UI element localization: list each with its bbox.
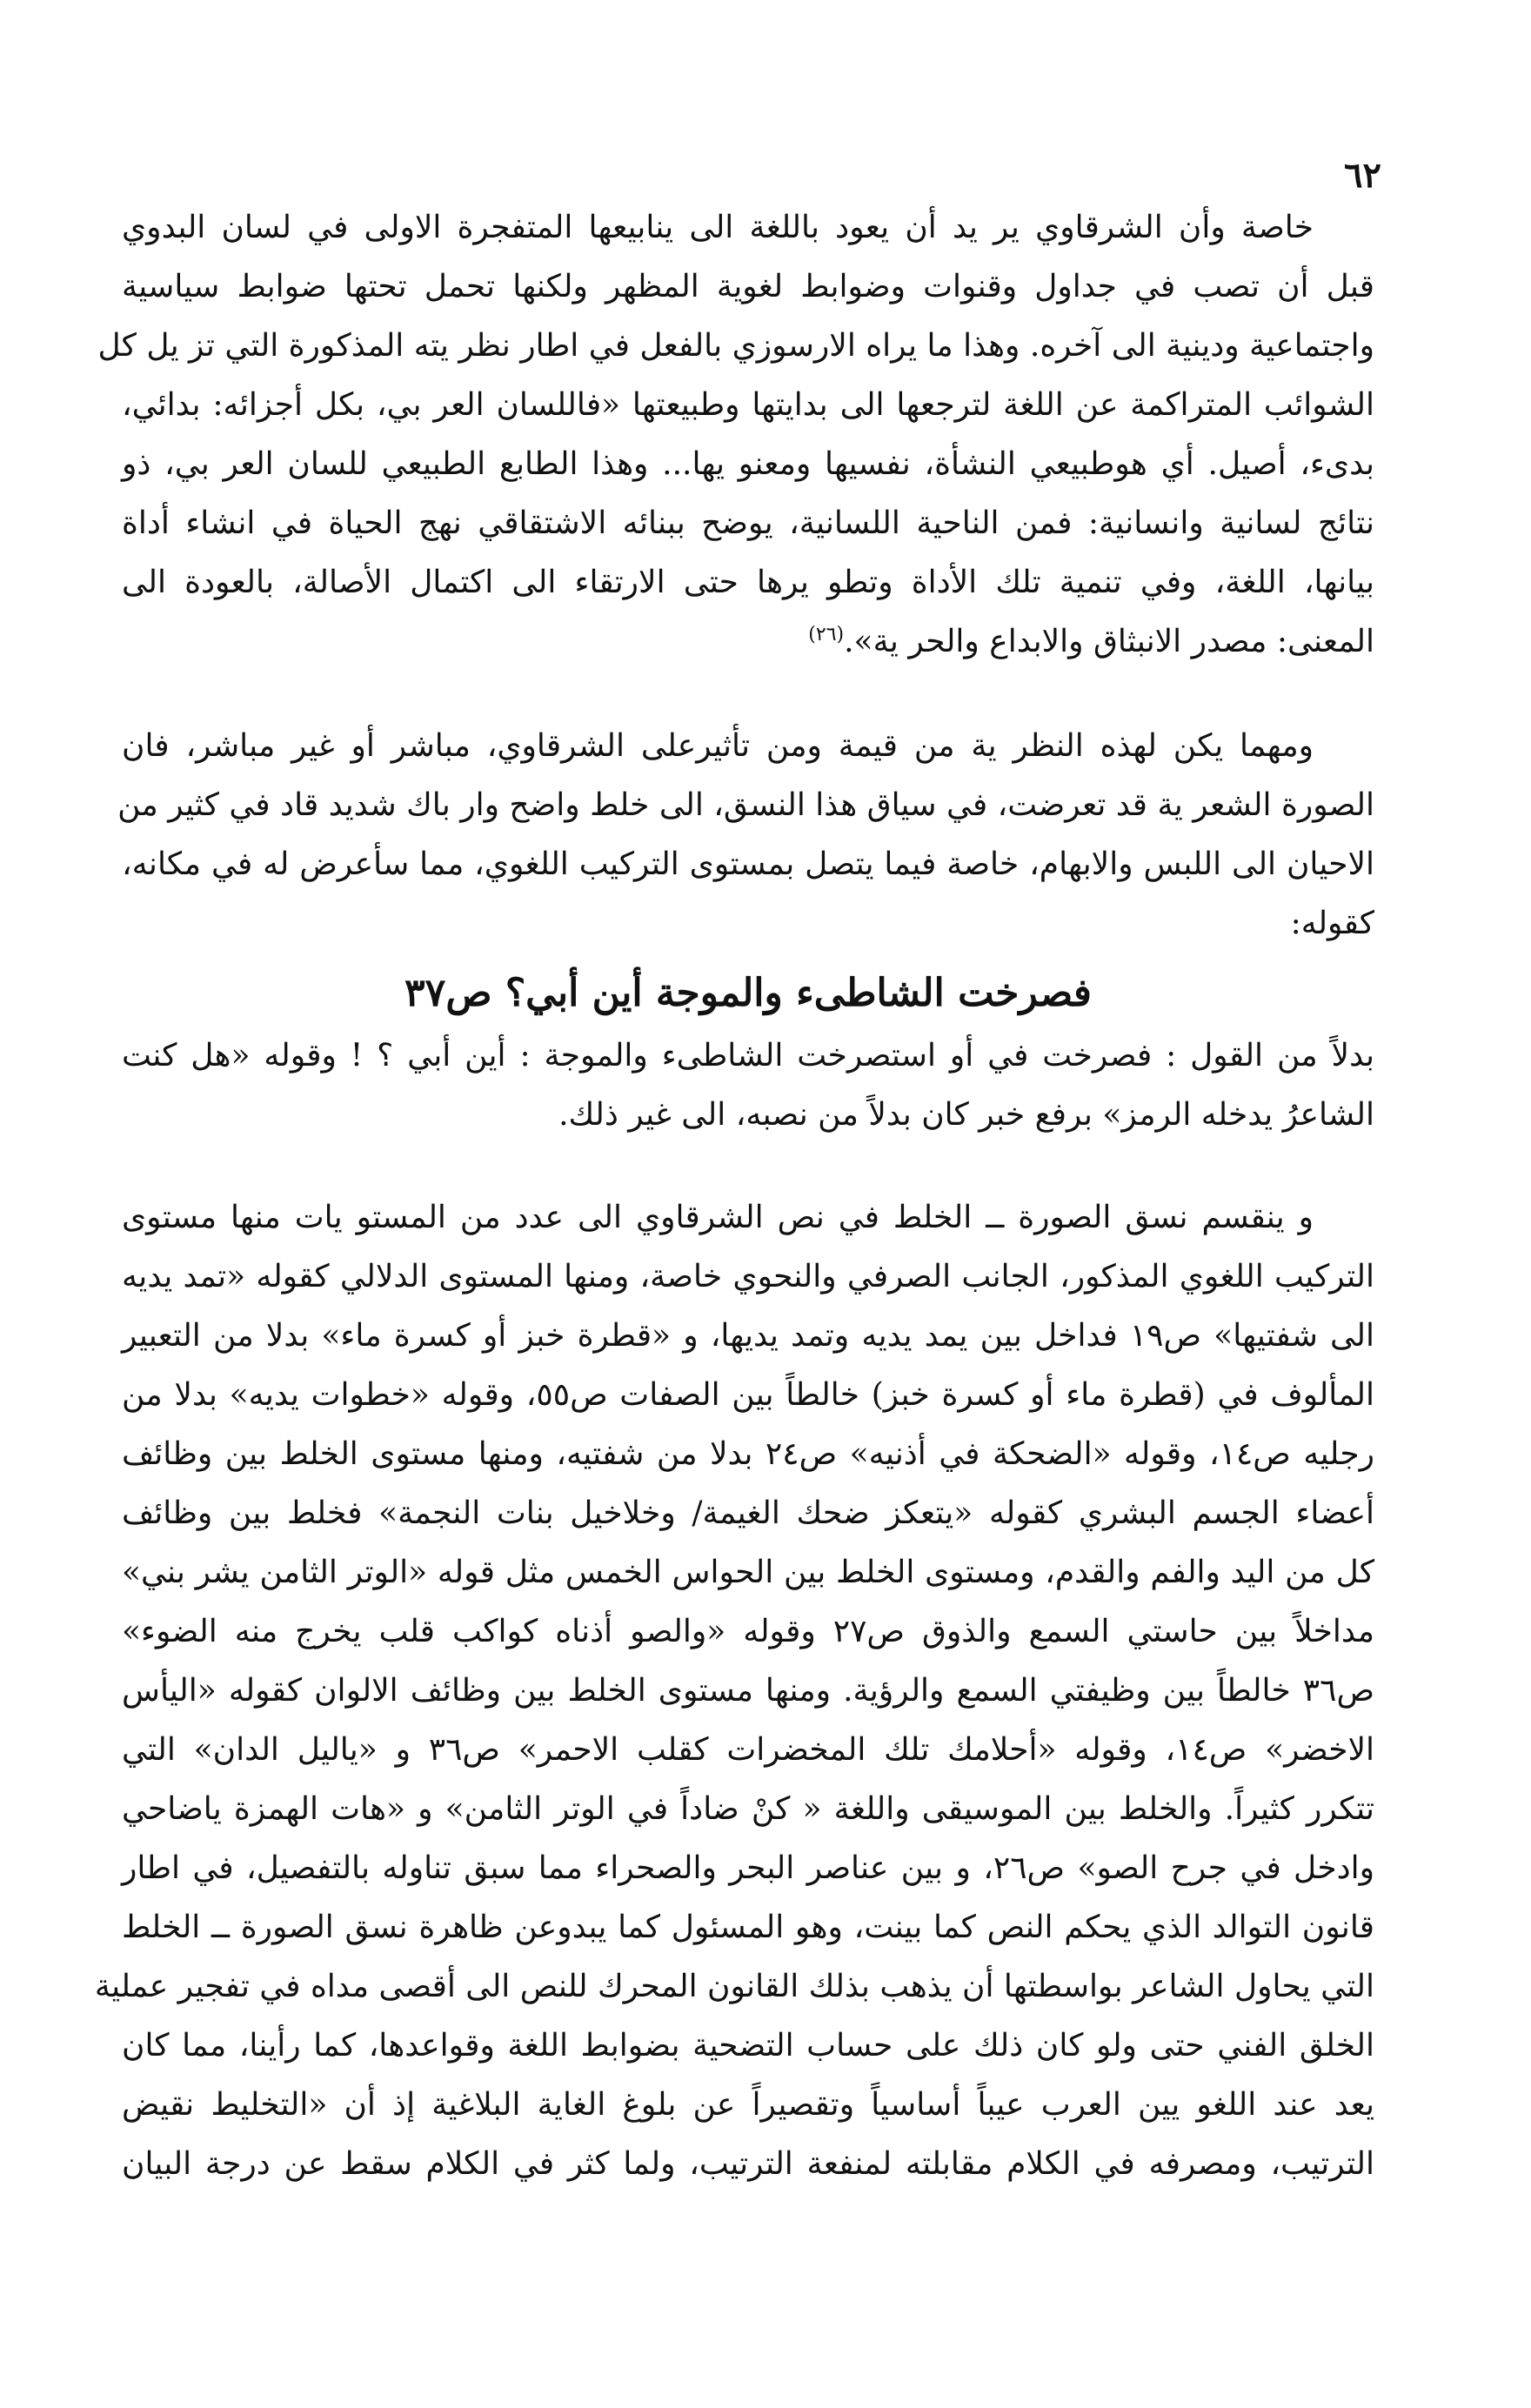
text-line: الاخضر» ص١٤، وقوله «أحلامك تلك المخضرات كقلب الاحمر» ص٣٦ و «ياليل الدان» التي (122, 1732, 1374, 1768)
paragraph-1 (97, 198, 1374, 672)
paragraph-2 (117, 717, 1374, 953)
text-line: خاصة وأن الشرقاوي ير يد أن يعود باللغة الى ينابيعها المتفجرة الاولى في لسان البدوي (122, 210, 1314, 245)
text-line: كقوله: (1290, 906, 1374, 941)
text-line: رجليه ص١٤، وقوله «الضحكة في أذنيه» ص٢٤ بدلا من شفتيه، ومنها مستوى الخلط بين وظائف (122, 1436, 1374, 1472)
text-line: أعضاء الجسم البشري كقوله «يتعكز ضحك الغيمة/ وخلاخيل بنات النجمة» فخلط بين وظائف (122, 1495, 1374, 1531)
text-line: الخلق الفني حتى ولو كان ذلك على حساب التضحية بضوابط اللغة وقواعدها، كما رأينا، مما كان (122, 2028, 1374, 2064)
text-line-content: المعنى: مصدر الانبثاق والابداع والحر ية». (844, 624, 1374, 659)
page-number: ٦٢ (1344, 155, 1381, 196)
text-line: بيانها، اللغة، وفي تنمية تلك الأداة وتطو يرها حتى الارتقاء الى اكتمال الأصالة، بالعودة الى (122, 565, 1374, 600)
text-line (122, 612, 1374, 672)
text-line: مداخلاً بين حاستي السمع والذوق ص٢٧ وقوله «والصو أذناه كواكب قلب يخرج منه الضوء» (122, 1614, 1375, 1649)
text-line: نتائج لسانية وانسانية: فمن الناحية اللسانية، يوضح ببنائه الاشتقاقي نهج الحياة في انشاء أداة (122, 505, 1374, 541)
text-line: تتكرر كثيراً. والخلط بين الموسيقى واللغة « كنْ ضاداً في الوتر الثامن» و «هات الهمزة ياضاحي (122, 1791, 1374, 1827)
text-line: التركيب اللغوي المذكور، الجانب الصرفي والنحوي خاصة، ومنها المستوى الدلالي كقوله «تمد يديه (122, 1259, 1374, 1294)
text-line: الصورة الشعر ية قد تعرضت، في سياق هذا النسق، الى خلط واضح وار باك شديد قاد في كثير من (117, 787, 1374, 823)
paragraph-3 (122, 1027, 1374, 1145)
text-line: وادخل في جرح الصو» ص٢٦، و بين عناصر البحر والصحراء مما سبق تناوله بالتفصيل، في اطار (122, 1850, 1374, 1886)
text-line: الشاعرُ يدخله الرمز» برفع خبر كان بدلاً من نصبه، الى غير ذلك. (558, 1097, 1374, 1133)
paragraph-4 (94, 1188, 1375, 2194)
footnote-marker: (٢٦) (808, 624, 845, 645)
text-line: الاحيان الى اللبس والابهام، خاصة فيما يتصل بمستوى التركيب اللغوي، مما سأعرض له في مكانه، (122, 846, 1374, 882)
text-line: يعد عند اللغو يين العرب عيباً أساسياً وتقصيراً عن بلوغ الغاية البلاغية إذ أن «التخليط نقيض (122, 2087, 1374, 2123)
text-line: المألوف في (قطرة ماء أو كسرة خبز) خالطاً بين الصفات ص٥٥، وقوله «خطوات يديه» بدلا من (122, 1377, 1374, 1413)
text-line: التي يحاول الشاعر بواسطتها أن يذهب بذلك القانون المحرك للنص الى أقصى مداه في تفجير عملية (94, 1969, 1374, 2004)
text-line: ومهما يكن لهذه النظر ية من قيمة ومن تأثيرعلى الشرقاوي، مباشر أو غير مباشر، فان (122, 728, 1314, 764)
text-line: بدىء، أصيل. أي هوطبيعي النشأة، نفسيها ومعنو يها... وهذا الطابع الطبيعي للسان العر بي، ذو (122, 446, 1374, 482)
text-line: و ينقسم نسق الصورة ــ الخلط في نص الشرقاوي الى عدد من المستو يات منها مستوى (122, 1200, 1314, 1235)
text-line: الترتيب، ومصرفه في الكلام مقابلته لمنفعة الترتيب، ولما كثر في الكلام سقط عن درجة البيان (122, 2146, 1374, 2182)
text-line: ص٣٦ خالطاً بين وظيفتي السمع والرؤية. ومنها مستوى الخلط بين وظائف الالوان كقوله «اليأس (122, 1673, 1374, 1709)
quoted-verse: فصرخت الشاطىء والموجة أين أبي؟ ص٣٧ (404, 971, 1092, 1015)
text-line: قبل أن تصب في جداول وقنوات وضوابط لغوية المظهر ولكنها تحمل تحتها ضوابط سياسية (122, 269, 1374, 304)
text-line: الى شفتيها» ص١٩ فداخل بين يمد يديه وتمد يديها، و «قطرة خبز أو كسرة ماء» بدلا من التعبير (122, 1318, 1375, 1354)
page-body (94, 148, 1375, 2194)
text-line: قانون التوالد الذي يحكم النص كما بينت، وهو المسئول كما يبدوعن ظاهرة نسق الصورة ــ الخلط (122, 1910, 1374, 1945)
text-line: كل من اليد والفم والقدم، ومستوى الخلط بين الحواس الخمس مثل قوله «الوتر الثامن يشر بني» (122, 1555, 1374, 1590)
text-line: الشوائب المتراكمة عن اللغة لترجعها الى بدايتها وطبيعتها «فاللسان العر بي، بكل أجزائه: بدائي، (122, 387, 1374, 423)
text-line: بدلاً من القول : فصرخت في أو استصرخت الشاطىء والموجة : أين أبي ؟ ! وقوله «هل كنت (122, 1038, 1374, 1074)
text-line: واجتماعية ودينية الى آخره. وهذا ما يراه الارسوزي بالفعل في اطار نظر يته المذكورة التي تز يل كل (97, 328, 1374, 364)
